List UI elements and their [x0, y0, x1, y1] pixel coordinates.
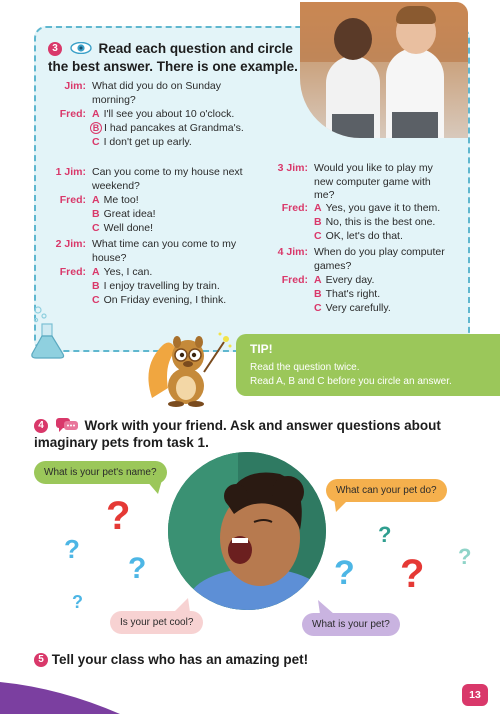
task3-title: Read each question and circle the best answer. There is one example. — [48, 41, 298, 74]
task5-instruction — [34, 652, 308, 667]
bubble-tail — [146, 480, 162, 494]
task5-title: Tell your class who has an amazing pet! — [51, 652, 309, 667]
question-mark-icon: ? — [378, 522, 392, 547]
question-mark-icon: ? — [458, 544, 472, 569]
shouting-kid-photo — [168, 452, 326, 610]
speaker-label: Jim: — [64, 80, 86, 92]
question-text: When do you play computer games? — [314, 246, 445, 272]
eye-icon — [70, 42, 92, 54]
option-b[interactable]: B No, this is the best one. — [314, 216, 436, 228]
tip-title: TIP! — [250, 342, 273, 356]
kid-illustration — [168, 452, 326, 610]
task4-title: Work with your friend. Ask and answer questions about imaginary pets from task 1. — [34, 418, 441, 450]
task4-instruction — [34, 417, 474, 451]
option-c[interactable]: C OK, let's do that. — [314, 230, 403, 242]
example-dialogue — [40, 80, 300, 150]
speaker-label: 2 Jim: — [55, 238, 86, 250]
bubble-tail — [318, 600, 334, 614]
speech-bubbles-icon — [56, 418, 78, 432]
option-a[interactable]: A Yes, I can. — [92, 266, 153, 278]
bubble-tail — [174, 598, 190, 612]
option-a[interactable]: A Yes, you gave it to them. — [314, 202, 441, 214]
question-mark-icon: ? — [106, 494, 131, 538]
task-number-badge: 4 — [34, 419, 48, 433]
bubble-tail — [334, 498, 350, 512]
question-mark-icon: ? — [64, 534, 80, 564]
corner-decoration — [0, 670, 120, 714]
page-number: 13 — [462, 684, 488, 706]
tip-line: Read A, B and C before you circle an answer. — [250, 376, 452, 387]
option-b[interactable]: B Great idea! — [92, 208, 156, 220]
option-a[interactable]: A Me too! — [92, 194, 139, 206]
speech-bubble-pet-do: What can your pet do? — [326, 479, 447, 502]
flask-icon — [28, 304, 70, 360]
option-c[interactable]: C I don't get up early. — [92, 136, 192, 148]
option-a[interactable]: A Every day. — [314, 274, 375, 286]
example-question: What did you do on Sunday morning? — [92, 80, 222, 106]
tip-banner — [236, 334, 500, 396]
option-c[interactable]: C Very carefully. — [314, 302, 391, 314]
question-mark-icon: ? — [128, 552, 147, 585]
option-c[interactable]: C On Friday evening, I think. — [92, 294, 227, 306]
option-b-circled[interactable]: B I had pancakes at Grandma's. — [90, 122, 244, 136]
question-2 — [40, 238, 260, 310]
option-b[interactable]: B That's right. — [314, 288, 381, 300]
task-number-badge: 5 — [34, 653, 48, 667]
option-c[interactable]: C Well done! — [92, 222, 154, 234]
option-a[interactable]: A I'll see you about 10 o'clock. — [92, 108, 235, 120]
speaker-label: Fred: — [59, 108, 86, 120]
speaker-label: Fred: — [281, 202, 308, 214]
question-1 — [40, 166, 260, 238]
speaker-label: 3 Jim: — [277, 162, 308, 174]
option-b[interactable]: B I enjoy travelling by train. — [92, 280, 220, 292]
speaker-label: 4 Jim: — [277, 246, 308, 258]
speaker-label: Fred: — [59, 266, 86, 278]
question-mark-icon: ? — [334, 554, 355, 592]
circled-answer-mark: B — [90, 122, 102, 134]
speech-bubble-pet-cool: Is your pet cool? — [110, 611, 203, 634]
speaker-label: Fred: — [59, 194, 86, 206]
speech-bubble-pet-name: What is your pet's name? — [34, 461, 167, 484]
question-mark-icon: ? — [72, 592, 83, 612]
task-number-badge: 3 — [48, 42, 62, 56]
question-4 — [262, 246, 467, 320]
boys-photo — [300, 2, 468, 138]
speech-bubble-what-pet: What is your pet? — [302, 613, 400, 636]
tip-line: Read the question twice. — [250, 362, 360, 373]
speaker-label: 1 Jim: — [55, 166, 86, 178]
speaker-label: Fred: — [281, 274, 308, 286]
question-3 — [262, 162, 467, 246]
task3-instruction — [48, 40, 308, 76]
squirrel-mascot — [146, 328, 232, 408]
question-mark-icon: ? — [400, 552, 425, 596]
question-text: What time can you come to my house? — [92, 238, 237, 264]
question-text: Can you come to my house next weekend? — [92, 166, 243, 192]
question-text: Would you like to play my new computer game with me? — [314, 162, 433, 201]
